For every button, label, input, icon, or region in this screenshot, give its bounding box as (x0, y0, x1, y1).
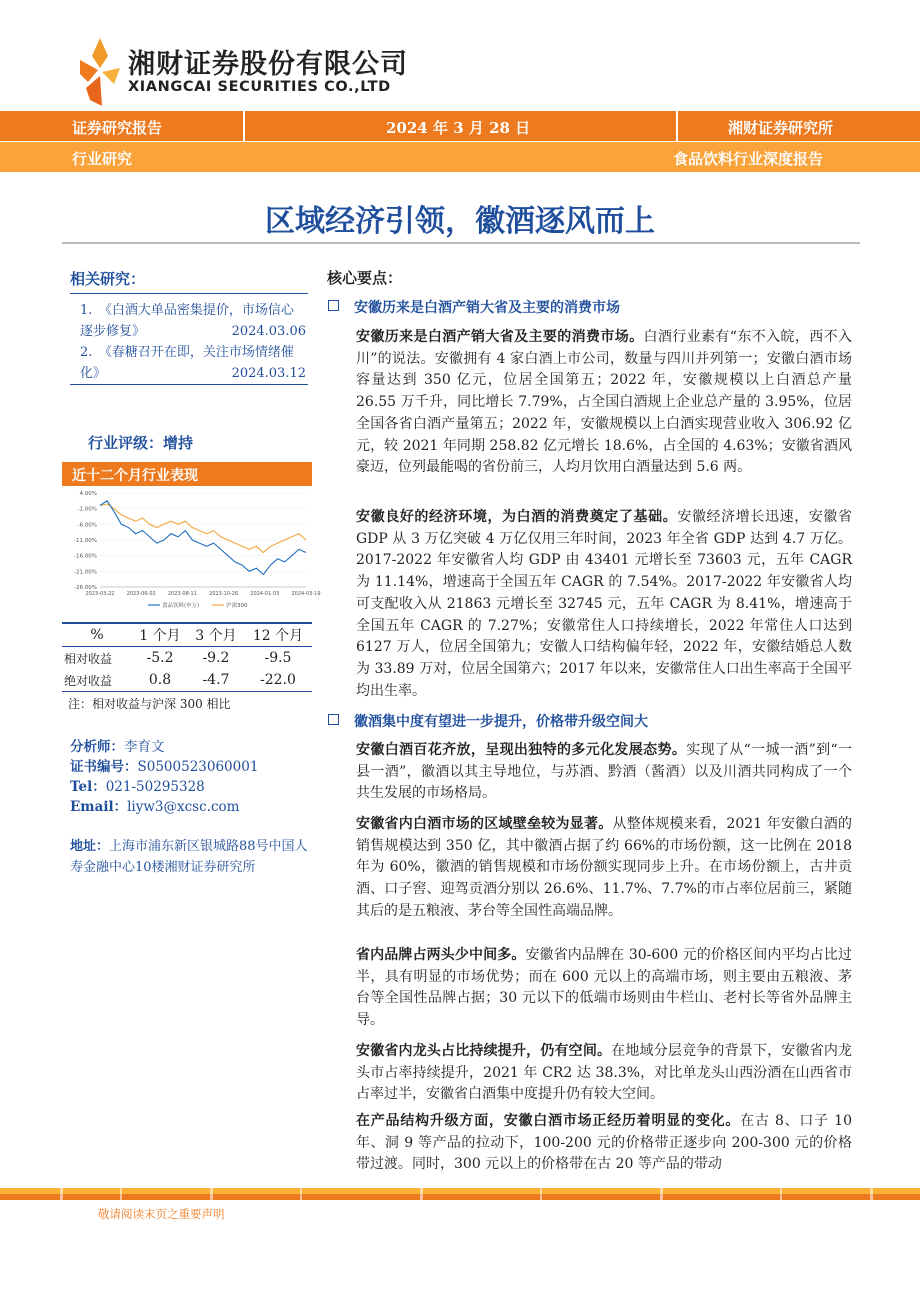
table-note: 注：相对收益与沪深 300 相比 (68, 697, 231, 711)
row-label: 相对收益 (64, 651, 113, 666)
series-line (100, 501, 306, 575)
table-cell: -22.0 (244, 669, 312, 692)
performance-table (62, 622, 312, 692)
report-date: 2024 年 3 月 28 日 (386, 119, 531, 137)
y-tick-label: -21.00% (74, 569, 97, 576)
related-item-date: 2024.03.12 (231, 366, 306, 381)
x-tick-label: 2023-10-26 (209, 591, 239, 597)
paragraph: 安徽良好的经济环境，为白酒的消费奠定了基础。安徽经济增长迅速，安徽省 GDP 从 3 万亿突破 4 万亿仅用三年时间，2023 年全省 GDP 达到 4.7 万亿。2017-2022 年安徽省人均 GDP 由 43401 元增长至 73603 元，五年 CAGR 为 11.14%，增速高于全国五年 CAGR 的 7.54%。2017-2022 年安徽省人均可支配收入从 21863 元增长至 32745 元，五年 CAGR 为 8.41%，增速高于全国五年 CAGR 的 7.27%；安徽常住人口持续增长，2022 年常住人口达到 6127 万人，位居全国第九；安徽人口结构偏年轻，2022 年，安徽结婚总人数为 33.89 万对，位居全国第六；2017 年以来，安徽常住人口出生率高于全国平均出生率。 (356, 509, 853, 699)
table-cell: -5.2 (146, 650, 174, 666)
row-label: 绝对收益 (62, 669, 132, 692)
related-item[interactable]: 2. 《春糖召开在即，关注市场情绪催化》 2024.03.12 (80, 342, 306, 384)
table-header-cell: 12 个月 (244, 623, 312, 647)
table-header-cell: 1 个月 (132, 623, 188, 647)
x-tick-label: 2024-03-19 (291, 591, 321, 597)
y-tick-label: -11.00% (74, 538, 97, 544)
y-tick-label: -26.00% (74, 585, 97, 591)
x-tick-label: 2023-08-11 (167, 591, 197, 597)
email-link[interactable]: liyw3@xcsc.com (127, 799, 240, 815)
core-points-heading: 核心要点： (327, 269, 403, 287)
x-tick-label: 2023-03-22 (85, 591, 115, 597)
footer-stripe (0, 1188, 920, 1200)
paragraph: 省内品牌占两头少中间多。安徽省内品牌在 30-600 元的价格区间内平均占比过半，具有明显的市场优势；而在 600 元以上的高端市场，则主要由五粮液、茅台等全国性品牌占据；30 元以下的低端市场则由牛栏山、老村长等省外品牌主导。 (356, 947, 852, 1029)
email-line: Email：liyw3@xcsc.com (70, 799, 240, 815)
related-research-list (70, 293, 308, 385)
related-item-date: 2024.03.06 (231, 324, 306, 339)
tel-line: Tel：021-50295328 (70, 779, 205, 795)
checkbox-square-icon (328, 714, 339, 725)
tel-number: 021-50295328 (105, 779, 205, 795)
table-row (62, 669, 312, 692)
section-bullet: 安徽历来是白酒产销大省及主要的消费市场 (328, 297, 620, 317)
checkbox-square-icon (328, 300, 339, 311)
paragraph: 安徽历来是白酒产销大省及主要的消费市场。白酒行业素有“东不入皖，西不入川”的说法。安徽拥有 4 家白酒上市公司，数量与四川并列第一；安徽白酒市场容量达到 350 亿元，位居全国第五；2022 年，安徽规模以上白酒总产量 26.55 万千升，同比增长 7.79%，占全国白酒规上企业总产量的 3.95%，位居全国各省白酒产量第五；2022 年，安徽规模以上白酒实现营业收入 306.92 亿元，较 2021 年同期 258.82 亿元增长 18.6%，占全国的 4.63%；安徽省酒风豪迈，位列最能喝的省份前三，人均月饮用白酒量达到 5.6 两。 (356, 329, 852, 476)
footer-disclaimer: 敬请阅读末页之重要声明 (98, 1207, 225, 1221)
y-tick-label: -1.00% (77, 506, 97, 513)
address-text: 上海市浦东新区银城路88号中国人寿金融中心10楼湘财证券研究所 (70, 839, 308, 875)
header-bar-bottom (0, 142, 920, 172)
header-bar-top (0, 111, 920, 141)
title-divider (62, 242, 860, 244)
company-logo-icon (80, 38, 120, 106)
table-cell: -4.7 (188, 669, 244, 692)
analyst-line: 分析师：李育文 (70, 739, 165, 755)
table-header-cell: % (62, 623, 132, 647)
y-tick-label: 4.00% (79, 491, 97, 497)
report-category: 行业研究 (72, 150, 133, 168)
paragraph: 安徽省内白酒市场的区域壁垒较为显著。从整体规模来看，2021 年安徽白酒的销售规模达到 350 亿，其中徽酒占据了约 66%的市场份额，这一比例在 2018 年为 60%，徽酒的销售规模和市场份额实现同步上升。在市场份额上，古井贡酒、口子窖、迎驾贡酒分别以 26.6%、11.7%、7.7%的市占率位居前三，紧随其后的是五粮液、茅台等全国性高端品牌。 (356, 816, 852, 919)
table-cell: 0.8 (132, 669, 188, 692)
table-header-row (62, 623, 312, 647)
company-name-en: XIANGCAI SECURITIES CO.,LTD (128, 79, 391, 95)
institute-name: 湘财证券研究所 (728, 119, 834, 137)
table-cell: -9.5 (264, 650, 292, 666)
legend-label: 食品饮料(申万) (162, 603, 200, 609)
report-kind: 食品饮料行业深度报告 (673, 150, 824, 168)
report-title: 区域经济引领，徽酒逐风而上 (265, 204, 655, 239)
y-tick-label: -6.00% (77, 522, 97, 529)
y-tick-label: -16.00% (74, 553, 97, 560)
legend-label: 沪深300 (226, 603, 248, 609)
company-name-cn: 湘财证券股份有限公司 (128, 49, 408, 80)
x-tick-label: 2023-06-02 (126, 591, 156, 597)
table-header-cell: 3 个月 (188, 623, 244, 647)
address-block: 地址：上海市浦东新区银城路88号中国人寿金融中心10楼湘财证券研究所 (70, 839, 308, 875)
cert-number: S0500523060001 (137, 759, 259, 775)
chart-heading: 近十二个月行业表现 (62, 462, 312, 486)
related-research-heading: 相关研究： (70, 270, 146, 288)
paragraph: 安徽白酒百花齐放，呈现出独特的多元化发展态势。实现了从“一城一酒”到“一县一酒”，徽酒以其主导地位，与苏酒、黔酒（酱酒）以及川酒共同构成了一个共生发展的市场格局。 (356, 742, 852, 802)
related-item[interactable]: 1. 《白酒大单品密集提价，市场信心逐步修复》 2024.03.06 (80, 300, 306, 342)
analyst-name: 李育文 (124, 739, 165, 755)
divider (243, 111, 245, 141)
performance-line-chart (62, 487, 321, 620)
section-bullet: 徽酒集中度有望进一步提升，价格带升级空间大 (328, 711, 648, 731)
cert-line: 证书编号：S0500523060001 (70, 759, 259, 775)
x-tick-label: 2024-01-03 (250, 591, 280, 597)
paragraph: 安徽省内龙头占比持续提升，仍有空间。在地域分层竞争的背景下，安徽省内龙头市占率持续提升，2021 年 CR2 达 38.3%，对比单龙头山西汾酒在山西省市占率过半，安徽省白酒集中度提升仍有较大空间。 (356, 1043, 853, 1103)
industry-rating: 行业评级：增持 (88, 434, 194, 452)
paragraph: 在产品结构升级方面，安徽白酒市场正经历着明显的变化。在古 8、口子 10 年、洞 9 等产品的拉动下，100-200 元的价格带正逐步向 200-300 元的价格带过渡。同时，300 元以上的价格带在古 20 等产品的带动 (356, 1113, 852, 1173)
table-cell: -9.2 (202, 650, 230, 666)
divider (676, 111, 678, 141)
report-type: 证券研究报告 (72, 119, 163, 137)
table-row (62, 647, 312, 670)
